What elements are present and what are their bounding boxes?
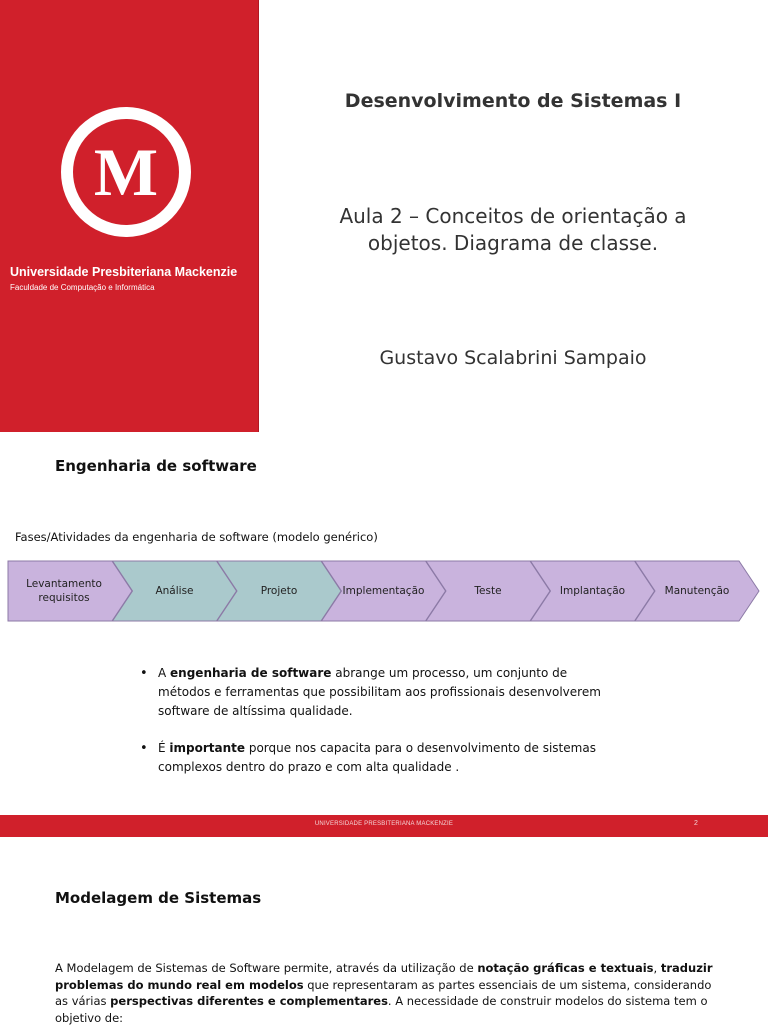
phase-label: Levantamento requisitos xyxy=(26,578,102,604)
footer-bar xyxy=(0,815,768,837)
bullet-icon: • xyxy=(140,741,148,756)
para-emphasis: notação gráficas e textuais xyxy=(477,961,654,975)
course-title: Desenvolvimento de Sistemas I xyxy=(344,90,682,112)
brand-panel xyxy=(0,0,259,432)
para-text: . A necessidade de construir modelos do sistema tem o objetivo de: xyxy=(55,994,708,1025)
phase-label: Manutenção xyxy=(664,585,730,597)
bullet-text: É xyxy=(158,741,170,755)
bullet-emphasis: importante xyxy=(169,741,246,755)
para-emphasis: perspectivas diferentes e complementares xyxy=(110,994,388,1008)
university-name: Universidade Presbiteriana Mackenzie xyxy=(10,265,238,279)
faculty-name: Faculdade de Computação e Informática xyxy=(10,283,155,292)
logo-letter: M xyxy=(93,134,159,210)
phase-label: Análise xyxy=(155,585,194,597)
bullet-item xyxy=(140,664,610,721)
slide-heading: Modelagem de Sistemas xyxy=(55,889,262,907)
phase-label: Implantação xyxy=(559,585,626,597)
lesson-subtitle xyxy=(258,203,768,257)
phase-label: Teste xyxy=(474,585,502,597)
para-text: , xyxy=(653,961,661,975)
subtitle-line-1: Aula 2 – Conceitos de orientação a xyxy=(339,204,687,228)
bullet-emphasis: engenharia de software xyxy=(170,666,332,680)
bullet-text: abrange um processo, um conjunto de métodos e ferramentas que possibilitam aos profissionais desenvolverem software de altíssima qualidade. xyxy=(158,666,601,718)
subtitle-line-2: objetos. Diagrama de classe. xyxy=(367,231,659,255)
bullet-item xyxy=(140,739,610,777)
bullet-list xyxy=(140,664,610,795)
systems-modeling-slide xyxy=(0,864,768,1024)
phases-caption: Fases/Atividades da engenharia de software (modelo genérico) xyxy=(15,530,378,544)
title-slide xyxy=(0,0,768,432)
para-text: que representaram as partes essenciais de um sistema, considerando as várias xyxy=(55,977,712,1008)
para-text: A Modelagem de Sistemas de Software permite, através da utilização de xyxy=(55,961,478,975)
slide-heading: Engenharia de software xyxy=(55,457,257,475)
bullet-text: A xyxy=(158,666,171,680)
bullet-icon: • xyxy=(140,666,148,681)
author-name: Gustavo Scalabrini Sampaio xyxy=(379,347,647,369)
software-engineering-slide xyxy=(0,432,768,864)
bullet-text: porque nos capacita para o desenvolvimento de sistemas complexos dentro do prazo e com alta qualidade . xyxy=(158,741,596,774)
phase-label: Projeto xyxy=(260,585,298,597)
para-emphasis: traduzir problemas do mundo real em modelos xyxy=(55,961,713,992)
modeling-paragraph xyxy=(55,960,725,1026)
page-number: 2 xyxy=(694,820,698,827)
footer-university: UNIVERSIDADE PRESBITERIANA MACKENZIE xyxy=(314,821,454,827)
mackenzie-logo-icon xyxy=(59,105,193,239)
phase-label: Implementação xyxy=(342,585,425,597)
